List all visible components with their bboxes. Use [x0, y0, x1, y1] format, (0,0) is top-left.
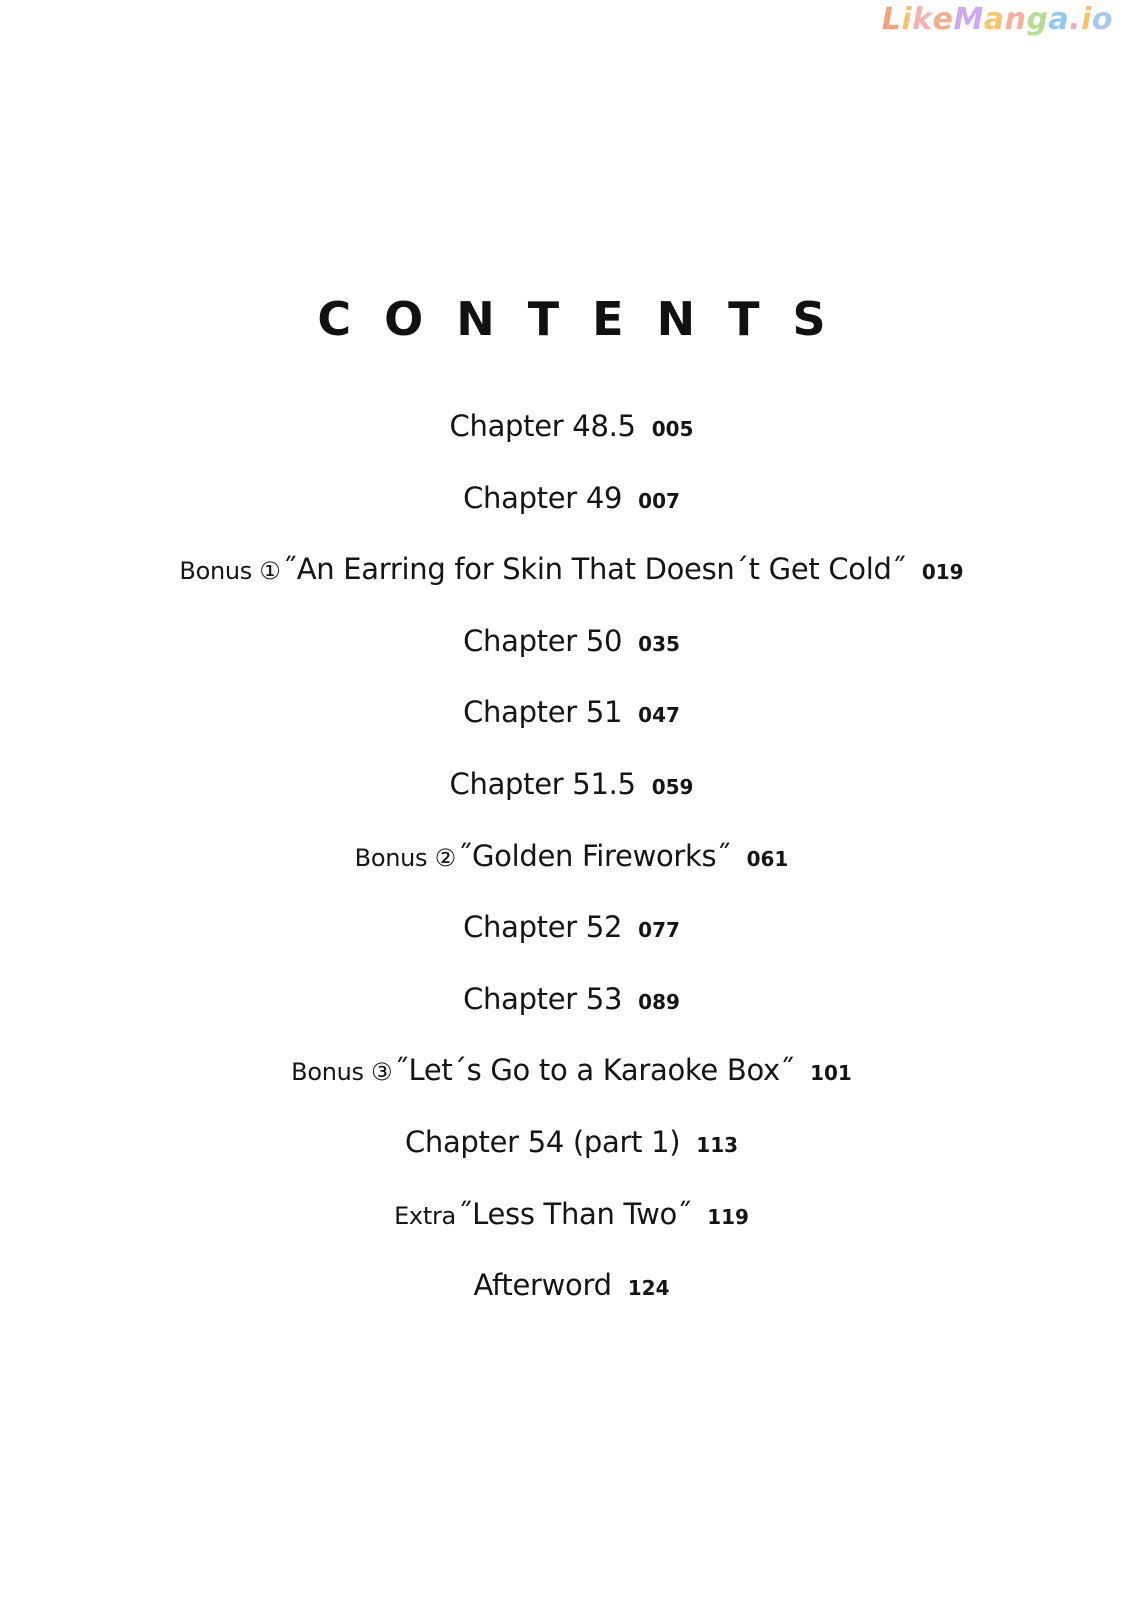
toc-entry — [0, 1047, 1143, 1119]
site-watermark-logo: LikeManga.io — [881, 2, 1113, 37]
toc-entry-label: ˝Less Than Two˝ — [457, 1196, 692, 1231]
toc-entry-label: Chapter 48.5 — [449, 409, 636, 443]
toc-entry-title — [463, 910, 622, 944]
toc-entry-page-number: 113 — [696, 1132, 739, 1157]
toc-entry — [0, 475, 1143, 547]
toc-entry-title — [179, 552, 905, 586]
toc-entry-page-number: 119 — [707, 1204, 749, 1229]
toc-entry-page-number: 059 — [651, 774, 694, 799]
toc-entry — [0, 1262, 1143, 1334]
toc-entry-label: ˝Let´s Go to a Karaoke Box˝ — [394, 1053, 795, 1088]
toc-entry-page-number: 101 — [810, 1061, 852, 1086]
toc-entry-title — [474, 1268, 612, 1302]
toc-entry — [0, 546, 1143, 618]
toc-entry-title — [450, 767, 636, 801]
toc-entry-page-number: 005 — [651, 417, 694, 441]
toc-entry-page-number: 089 — [638, 989, 680, 1014]
toc-entry — [0, 403, 1143, 475]
toc-entry-page-number: 035 — [638, 631, 680, 656]
toc-entry — [0, 1191, 1143, 1263]
toc-entry — [0, 904, 1143, 976]
toc-entry-label: ˝Golden Fireworks˝ — [457, 838, 731, 873]
toc-entry-title — [463, 695, 622, 729]
toc-entry-page-number: 047 — [638, 703, 680, 728]
toc-entry-label: ˝An Earring for Skin That Doesn´t Get Cold˝ — [282, 552, 906, 587]
toc-entry — [0, 761, 1143, 833]
toc-entry-title — [463, 624, 622, 658]
toc-entry-label: Chapter 53 — [463, 981, 623, 1016]
toc-entry-title — [291, 1053, 794, 1087]
toc-entry-title — [355, 839, 731, 873]
toc-entry-title — [463, 982, 622, 1016]
toc-entry — [0, 976, 1143, 1048]
toc-entry-page-number: 061 — [746, 846, 789, 871]
toc-entry-title — [463, 481, 622, 515]
toc-entry — [0, 1119, 1143, 1191]
toc-entry — [0, 618, 1143, 690]
table-of-contents — [0, 403, 1143, 1334]
toc-entry-label: Chapter 51.5 — [449, 766, 636, 801]
toc-entry-label: Chapter 50 — [463, 623, 623, 658]
toc-entry — [0, 833, 1143, 905]
contents-title: CONTENTS — [317, 292, 859, 346]
toc-entry-page-number: 019 — [921, 560, 964, 585]
toc-entry-label: Chapter 54 (part 1) — [404, 1124, 681, 1159]
toc-entry-label: Chapter 52 — [463, 910, 623, 945]
toc-entry-title — [394, 1197, 691, 1231]
toc-entry-label: Chapter 51 — [463, 695, 623, 730]
toc-entry-page-number: 124 — [627, 1276, 670, 1301]
toc-entry-label: Afterword — [473, 1268, 612, 1303]
toc-entry-title — [450, 409, 636, 443]
toc-entry-prefix: Extra — [394, 1201, 456, 1230]
toc-entry-prefix: Bonus ② — [354, 843, 456, 872]
toc-entry-title — [405, 1125, 680, 1159]
toc-entry-prefix: Bonus ① — [179, 557, 281, 586]
toc-entry-prefix: Bonus ③ — [291, 1058, 393, 1087]
toc-entry — [0, 689, 1143, 761]
toc-entry-label: Chapter 49 — [463, 480, 623, 515]
toc-entry-page-number: 007 — [638, 488, 680, 513]
toc-entry-page-number: 077 — [638, 918, 680, 943]
